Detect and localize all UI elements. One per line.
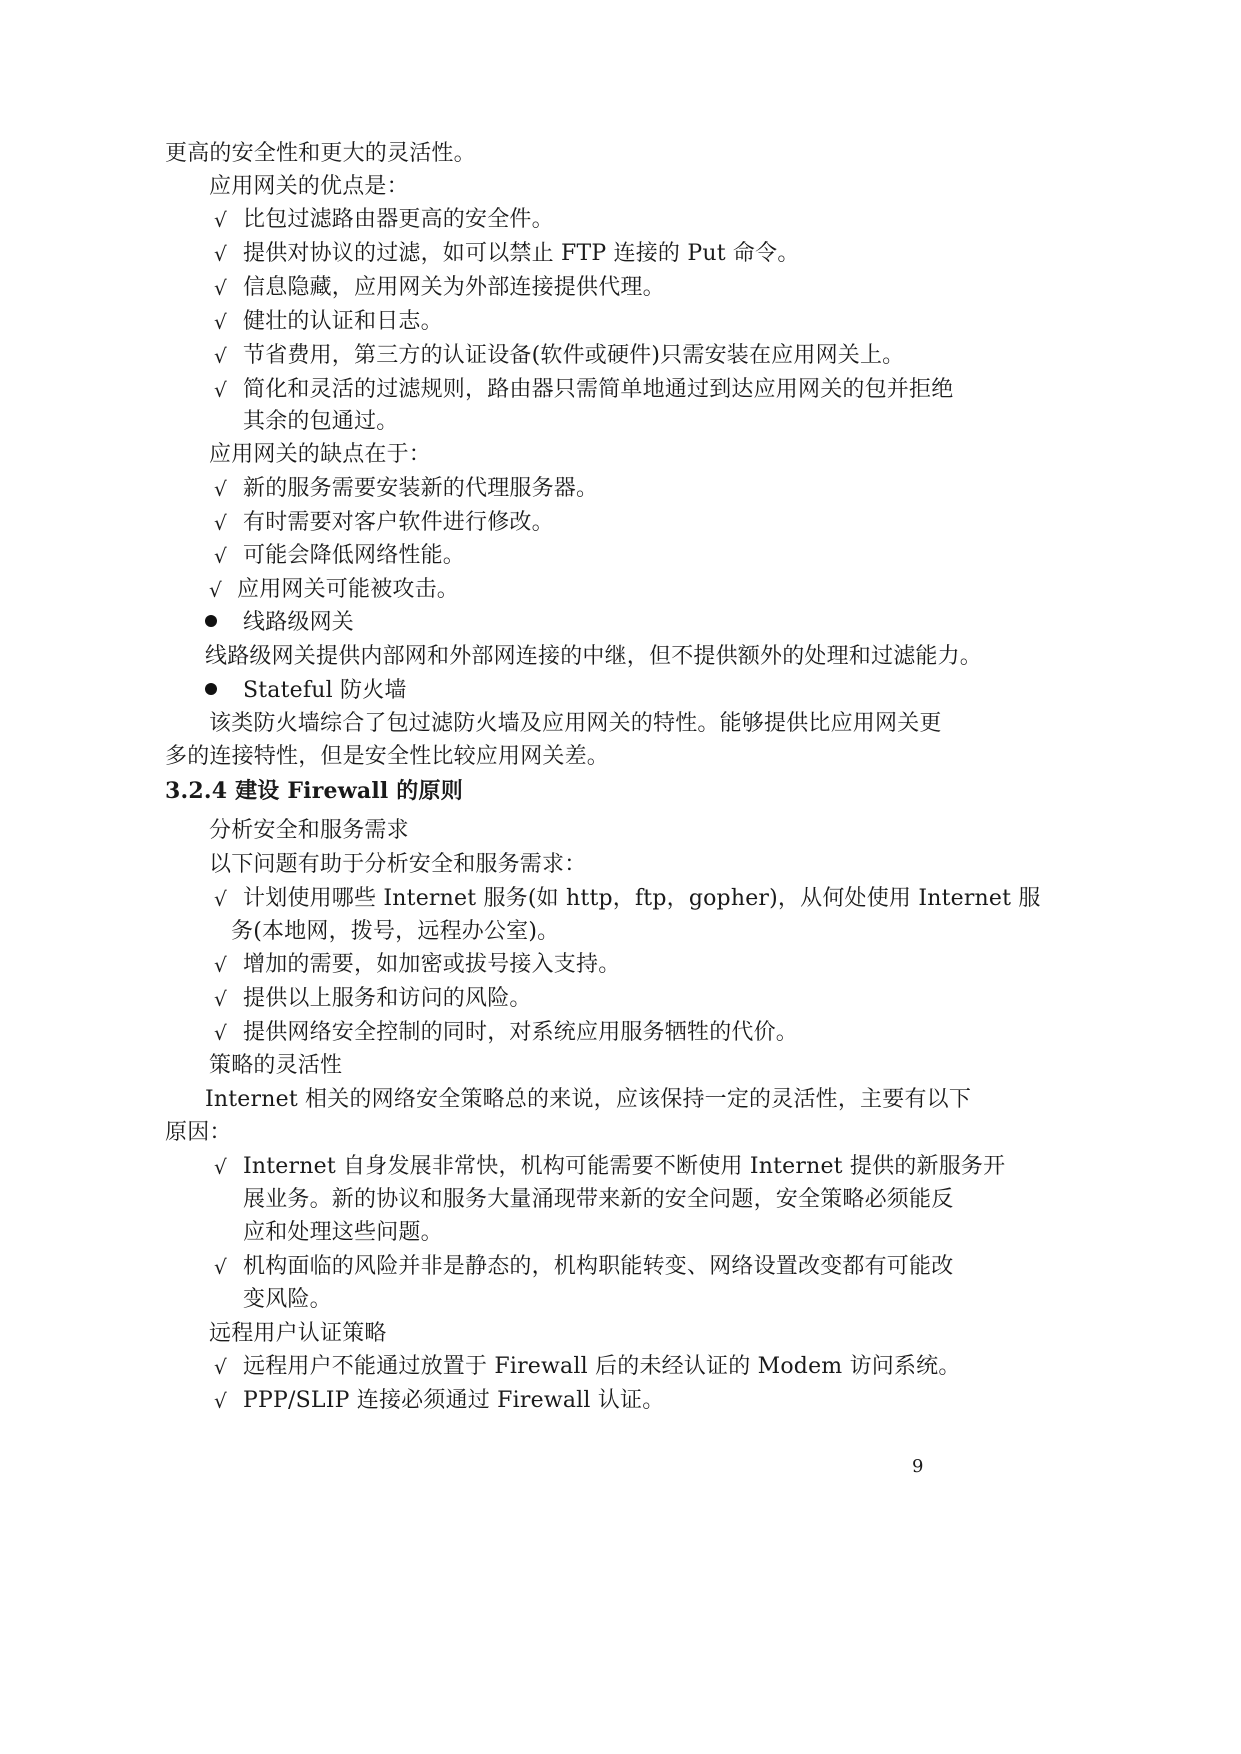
- bullet-icon: [205, 615, 217, 627]
- check-mark-icon: √: [214, 378, 227, 402]
- text-line: 应用网关的优点是：: [209, 174, 409, 199]
- list-item: Internet 自身发展非常快，机构可能需要不断使用 Internet 提供的新服务开: [243, 1154, 1006, 1179]
- list-item-continuation: 变风险。: [243, 1287, 332, 1312]
- list-item: 节省费用，第三方的认证设备(软件或硬件)只需安装在应用网关上。: [243, 343, 905, 368]
- check-mark-icon: √: [214, 276, 227, 300]
- list-item: 应用网关可能被攻击。: [237, 577, 460, 602]
- list-item: 有时需要对客户软件进行修改。: [243, 510, 554, 535]
- check-mark-icon: √: [214, 511, 227, 535]
- text-line: 线路级网关提供内部网和外部网连接的中继，但不提供额外的处理和过滤能力。: [205, 644, 983, 669]
- list-item: 提供以上服务和访问的风险。: [243, 986, 532, 1011]
- text-line: 多的连接特性，但是安全性比较应用网关差。: [165, 744, 610, 769]
- list-item: 健壮的认证和日志。: [243, 309, 443, 334]
- list-item-continuation: 应和处理这些问题。: [243, 1220, 443, 1245]
- check-mark-icon: √: [214, 344, 227, 368]
- bullet-icon: [205, 683, 217, 695]
- list-item: 信息隐藏，应用网关为外部连接提供代理。: [243, 275, 665, 300]
- check-mark-icon: √: [214, 477, 227, 501]
- list-item: 机构面临的风险并非是静态的，机构职能转变、网络设置改变都有可能改: [243, 1254, 954, 1279]
- list-item: 比包过滤路由器更高的安全件。: [243, 207, 554, 232]
- list-item: PPP/SLIP 连接必须通过 Firewall 认证。: [243, 1388, 665, 1413]
- text-line: 远程用户认证策略: [209, 1321, 387, 1346]
- text-line: 应用网关的缺点在于：: [209, 442, 432, 467]
- list-item: 远程用户不能通过放置于 Firewall 后的未经认证的 Modem 访问系统。: [243, 1354, 961, 1379]
- section-heading: 3.2.4 建设 Firewall 的原则: [165, 778, 463, 804]
- check-mark-icon: √: [214, 987, 227, 1011]
- text-line: 线路级网关: [243, 610, 355, 635]
- check-mark-icon: √: [214, 953, 227, 977]
- check-mark-icon: √: [214, 1021, 227, 1045]
- check-mark-icon: √: [214, 887, 227, 911]
- list-item: 计划使用哪些 Internet 服务(如 http，ftp，gopher)，从何处使用 Internet 服: [243, 886, 1041, 911]
- text-line: 分析安全和服务需求: [209, 818, 409, 843]
- list-item: 新的服务需要安装新的代理服务器。: [243, 476, 599, 501]
- text-line: 以下问题有助于分析安全和服务需求：: [209, 852, 587, 877]
- text-line: 原因：: [165, 1120, 232, 1145]
- check-mark-icon: √: [214, 310, 227, 334]
- check-mark-icon: √: [214, 208, 227, 232]
- list-item: 提供对协议的过滤，如可以禁止 FTP 连接的 Put 命令。: [243, 241, 800, 266]
- text-line: 该类防火墙综合了包过滤防火墙及应用网关的特性。能够提供比应用网关更: [209, 711, 942, 736]
- check-mark-icon: √: [214, 1389, 227, 1413]
- list-item-continuation: 展业务。新的协议和服务大量涌现带来新的安全问题，安全策略必须能反: [243, 1187, 954, 1212]
- check-mark-icon: √: [214, 1255, 227, 1279]
- list-item: 可能会降低网络性能。: [243, 543, 466, 568]
- check-mark-icon: √: [209, 578, 222, 602]
- text-line: Stateful 防火墙: [243, 678, 407, 703]
- check-mark-icon: √: [214, 1355, 227, 1379]
- text-line: 策略的灵活性: [209, 1053, 343, 1078]
- list-item: 简化和灵活的过滤规则，路由器只需简单地通过到达应用网关的包并拒绝: [243, 377, 954, 402]
- list-item-continuation: 务(本地网，拨号，远程办公室)。: [231, 919, 560, 944]
- check-mark-icon: √: [214, 544, 227, 568]
- list-item: 增加的需要，如加密或拔号接入支持。: [243, 952, 621, 977]
- list-item-continuation: 其余的包通过。: [243, 409, 399, 434]
- list-item: 提供网络安全控制的同时，对系统应用服务牺牲的代价。: [243, 1020, 799, 1045]
- check-mark-icon: √: [214, 1155, 227, 1179]
- page-number: 9: [912, 1456, 924, 1477]
- text-line: Internet 相关的网络安全策略总的来说，应该保持一定的灵活性，主要有以下: [205, 1087, 972, 1112]
- text-line: 更高的安全性和更大的灵活性。: [165, 141, 476, 166]
- check-mark-icon: √: [214, 242, 227, 266]
